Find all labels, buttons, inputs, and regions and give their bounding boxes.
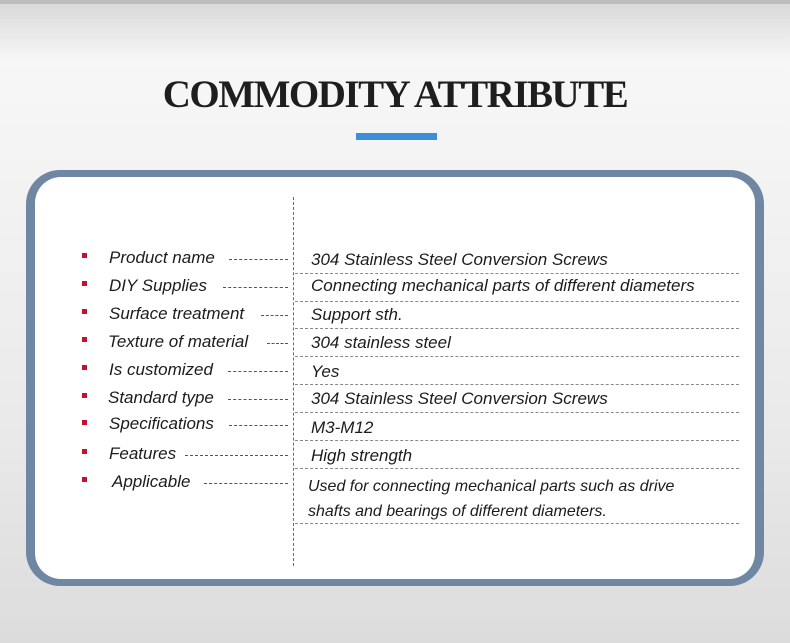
- column-divider: [293, 197, 294, 566]
- attribute-label-product-name: Product name: [109, 248, 215, 267]
- attribute-value-specifications: M3-M12: [311, 418, 374, 437]
- attribute-value-applicable: [308, 474, 738, 524]
- attribute-value-surface-treatment: Support sth.: [311, 305, 403, 324]
- attribute-value-diy-supplies: Connecting mechanical parts of different diameters: [311, 276, 695, 295]
- bullet-marker: [82, 449, 87, 454]
- attribute-label-texture-of-material: Texture of material: [108, 332, 249, 351]
- attribute-value-product-name: 304 Stainless Steel Conversion Screws: [311, 250, 608, 269]
- leader-line: [229, 259, 288, 260]
- bullet-marker: [82, 337, 87, 342]
- bullet-marker: [82, 420, 87, 425]
- leader-line: [228, 371, 288, 372]
- bullet-marker: [82, 309, 87, 314]
- attribute-card-frame: [26, 170, 764, 586]
- applicable-line-1: Used for connecting mechanical parts such as drive: [308, 478, 675, 495]
- leader-line: [267, 343, 288, 344]
- leader-line: [204, 483, 288, 484]
- bullet-marker: [82, 253, 87, 258]
- leader-line: [229, 425, 288, 426]
- leader-line: [223, 287, 288, 288]
- leader-line: [228, 399, 288, 400]
- applicable-line-2: shafts and bearings of different diameters.: [308, 503, 607, 520]
- leader-line: [185, 455, 288, 456]
- row-separator: [295, 384, 739, 385]
- row-separator: [295, 301, 739, 302]
- row-separator: [295, 328, 739, 329]
- attribute-value-texture-of-material: 304 stainless steel: [311, 333, 451, 352]
- bullet-marker: [82, 281, 87, 286]
- attribute-label-standard-type: Standard type: [108, 388, 214, 407]
- attribute-label-specifications: Specifications: [109, 414, 214, 433]
- attribute-value-is-customized: Yes: [311, 362, 340, 381]
- row-separator: [295, 523, 739, 524]
- row-separator: [295, 356, 739, 357]
- attribute-value-standard-type: 304 Stainless Steel Conversion Screws: [311, 389, 608, 408]
- row-separator: [295, 440, 739, 441]
- page-title: COMMODITY ATTRIBUTE: [162, 73, 628, 116]
- bullet-marker: [82, 477, 87, 482]
- attribute-label-is-customized: Is customized: [109, 360, 213, 379]
- attribute-value-features: High strength: [311, 446, 413, 465]
- title-underline: [356, 133, 437, 140]
- bullet-marker: [82, 393, 87, 398]
- row-separator: [295, 273, 739, 274]
- row-separator: [295, 468, 739, 469]
- attribute-label-surface-treatment: Surface treatment: [109, 304, 245, 323]
- attribute-label-applicable: Applicable: [112, 472, 191, 491]
- bullet-marker: [82, 365, 87, 370]
- attribute-card: [35, 177, 755, 579]
- attribute-label-features: Features: [109, 444, 177, 463]
- row-separator: [295, 412, 739, 413]
- top-border: [0, 0, 790, 4]
- leader-line: [261, 315, 288, 316]
- attribute-label-diy-supplies: DIY Supplies: [109, 276, 207, 295]
